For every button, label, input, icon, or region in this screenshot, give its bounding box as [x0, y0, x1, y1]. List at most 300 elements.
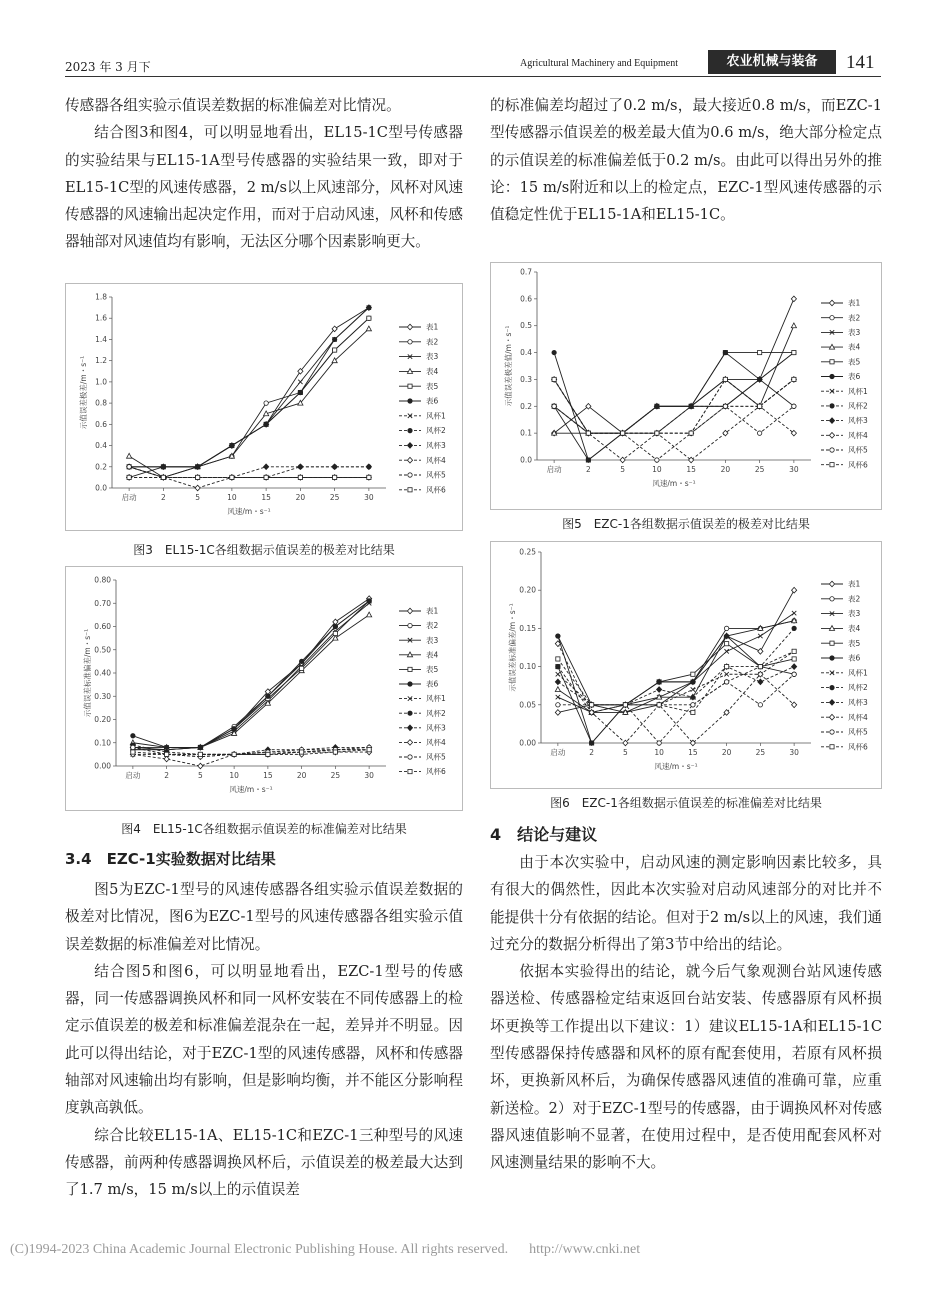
legend-label: 风杯4	[426, 455, 446, 465]
paragraph: 图5为EZC-1型号的风速传感器各组实验示值误差数据的极差对比情况，图6为EZC-1型号的风速传感器各组实验示值误差数据的标准偏差对比情况。	[65, 881, 463, 953]
y-tick-label: 1.2	[95, 356, 107, 366]
data-point	[758, 404, 762, 408]
data-point	[556, 703, 560, 707]
legend-label: 风杯4	[426, 738, 446, 747]
legend-label: 表2	[848, 313, 861, 323]
legend-marker	[408, 473, 412, 477]
y-tick-label: 0.8	[95, 398, 107, 408]
legend-label: 风杯3	[426, 441, 446, 450]
data-point	[552, 404, 556, 408]
right-text-top	[490, 92, 882, 228]
data-point	[791, 296, 796, 302]
data-point	[333, 750, 337, 754]
series-表1	[127, 305, 372, 480]
x-tick-label: 2	[585, 465, 591, 474]
legend-marker	[407, 608, 412, 614]
series-line	[129, 308, 369, 478]
data-point	[556, 664, 560, 668]
data-point	[691, 710, 695, 714]
data-point	[367, 316, 371, 320]
data-point	[655, 431, 659, 435]
legend-label: 表6	[848, 372, 861, 382]
data-point	[230, 475, 234, 479]
data-point	[298, 475, 302, 479]
legend-label: 风杯2	[848, 401, 868, 411]
data-point	[723, 350, 727, 354]
legend-marker	[408, 428, 412, 432]
data-point	[792, 626, 796, 630]
data-point	[264, 401, 268, 405]
data-point	[198, 763, 203, 769]
series-line	[558, 628, 794, 712]
legend-marker	[830, 656, 834, 660]
data-point	[161, 465, 165, 469]
legend-label: 风杯2	[426, 708, 446, 718]
x-tick-label: 20	[721, 748, 732, 757]
data-point	[691, 703, 695, 707]
data-point	[266, 694, 270, 698]
y-tick-label: 0.5	[520, 321, 532, 331]
data-point	[333, 631, 337, 635]
y-tick-label: 0.05	[519, 700, 536, 710]
legend-label: 表5	[426, 665, 439, 674]
data-point	[556, 672, 560, 676]
legend-marker	[407, 443, 412, 449]
data-point	[723, 404, 727, 408]
legend-label: 表3	[848, 609, 861, 619]
figure-3-caption: 图3 EL15-1C各组数据示值误差的极差对比结果	[133, 543, 395, 557]
paragraph: 结合图5和图6，可以明显地看出，EZC-1型号的传感器，同一传感器调换风杯和同一风杯安装在不同传感器上的检定示值误差的极差和标准偏差混杂在一起，差异并不明显。因此可以得出结论，对于EZC-1型的风速传感器，风杯和传感器轴部对风速输出均有影响，但是影响均衡，并不能区分影响程度孰高孰低。	[65, 962, 463, 1117]
y-tick-label: 0.70	[94, 598, 111, 608]
data-point	[230, 443, 234, 447]
legend-label: 风杯3	[848, 698, 868, 707]
legend-label: 表2	[426, 337, 439, 347]
series-表2	[552, 350, 796, 435]
legend-marker	[830, 316, 834, 320]
x-tick-label: 10	[227, 493, 237, 502]
data-point	[264, 422, 268, 426]
series-line	[554, 353, 794, 434]
figure-5	[490, 262, 882, 510]
x-tick-label: 2	[164, 771, 170, 780]
data-point	[332, 464, 337, 470]
paragraph: 由于本次实验中，启动风速的测定影响因素比较多，具有很大的偶然性，因此本次实验对启动风速部分的对比并不能提供十分有依据的结论。但对于2 m/s以上的风速，我们通过充分的数据分析得出了第3节中给出的结论。	[490, 854, 882, 953]
data-point	[164, 745, 168, 749]
legend-label: 风杯5	[426, 470, 446, 480]
legend-marker	[830, 374, 834, 378]
legend-label: 表4	[426, 367, 439, 376]
legend-label: 风杯5	[848, 445, 868, 455]
copyright-footer	[10, 1242, 940, 1258]
data-point	[333, 348, 337, 352]
legend-marker	[408, 682, 412, 686]
legend-marker	[829, 581, 834, 587]
y-tick-label: 0.1	[520, 428, 532, 438]
journal-name-en: Agricultural Machinery and Equipment	[520, 58, 679, 69]
legend-label: 风杯4	[848, 712, 868, 722]
series-line	[129, 308, 369, 478]
paragraph: 的标准偏差均超过了0.2 m/s，最大接近0.8 m/s，而EZC-1型传感器示值误差的极差最大值为0.6 m/s，绝大部分检定点的示值误差的标准偏差低于0.2 m/s。由此可以得出另外的推论：15 m/s附近和以上的检定点，EZC-1型风速传感器的示值稳定性优于EL15-1A和EL15-1C。	[490, 97, 882, 224]
data-point	[792, 404, 796, 408]
x-tick-label: 15	[688, 748, 698, 757]
series-line	[554, 299, 794, 433]
left-text-bottom	[65, 876, 463, 1204]
legend-label: 表4	[848, 342, 861, 352]
series-line	[554, 353, 794, 434]
y-tick-label: 0.60	[94, 622, 111, 631]
section-3-4-heading: 3.4 EZC-1实验数据对比结果	[65, 850, 276, 868]
data-point	[792, 664, 797, 670]
data-point	[590, 703, 594, 707]
x-tick-label: 30	[789, 748, 799, 757]
y-axis-title: 示值误差标准偏差/m・s⁻¹	[508, 603, 517, 692]
x-tick-label: 20	[720, 465, 731, 474]
data-point	[791, 323, 796, 328]
series-风杯3	[555, 664, 796, 708]
legend-label: 表6	[426, 679, 439, 689]
y-axis-title: 示值误差极差/m・s⁻¹	[79, 355, 88, 430]
legend-label: 表1	[426, 322, 439, 332]
series-表1	[555, 587, 796, 715]
x-tick-label: 30	[364, 493, 374, 502]
data-point	[131, 734, 135, 738]
x-tick-label: 30	[364, 771, 374, 780]
legend-marker	[830, 641, 834, 645]
x-tick-label: 启动	[550, 748, 566, 757]
x-tick-label: 15	[261, 493, 271, 502]
data-point	[264, 464, 269, 470]
y-tick-label: 0.15	[519, 623, 536, 633]
legend-marker	[829, 700, 834, 706]
page-number: 141	[846, 52, 875, 73]
x-tick-label: 5	[197, 771, 203, 780]
data-point	[367, 475, 371, 479]
legend-marker	[829, 418, 834, 424]
data-point	[367, 599, 371, 603]
series-表3	[552, 350, 796, 435]
data-point	[367, 612, 372, 617]
legend-label: 表3	[426, 352, 439, 362]
paragraph: 传感器各组实验示值误差数据的标准偏差对比情况。	[65, 97, 401, 114]
data-point	[556, 634, 560, 638]
data-point	[333, 624, 337, 628]
data-point	[165, 752, 169, 756]
x-tick-label: 5	[622, 748, 628, 757]
y-tick-label: 0.2	[520, 401, 532, 411]
data-point	[131, 750, 135, 754]
issue-date: 2023 年 3 月下	[65, 60, 151, 74]
data-point	[655, 404, 659, 408]
y-tick-label: 0.20	[94, 715, 111, 724]
legend-marker	[407, 740, 412, 746]
y-tick-label: 0.40	[94, 668, 111, 678]
data-point	[552, 377, 556, 381]
figure-6-caption: 图6 EZC-1各组数据示值误差的标准偏差对比结果	[550, 796, 822, 810]
y-tick-label: 0.3	[520, 374, 532, 384]
data-point	[556, 657, 560, 661]
chart-fig5	[491, 263, 881, 509]
chart-fig4	[66, 567, 462, 810]
legend-label: 风杯3	[426, 723, 446, 733]
data-point	[556, 695, 560, 699]
data-point	[586, 431, 590, 435]
legend-marker	[829, 433, 834, 439]
data-point	[792, 672, 796, 676]
legend-label: 风杯2	[848, 683, 868, 693]
legend-label: 表2	[848, 594, 861, 604]
data-point	[758, 665, 762, 669]
data-point	[792, 702, 797, 708]
data-point	[127, 465, 131, 469]
y-tick-label: 0.00	[94, 761, 111, 771]
data-point	[792, 377, 796, 381]
y-tick-label: 0.30	[94, 691, 111, 701]
x-tick-label: 启动	[121, 493, 137, 502]
data-point	[792, 350, 796, 354]
x-tick-label: 20	[296, 771, 307, 780]
journal-name-cn: 农业机械与装备	[708, 50, 836, 74]
legend-marker	[830, 448, 834, 452]
figure-3	[65, 283, 463, 531]
data-point	[724, 680, 728, 684]
x-tick-label: 启动	[546, 465, 562, 474]
data-point	[792, 587, 797, 593]
data-point	[586, 458, 590, 462]
legend-label: 风杯6	[848, 460, 868, 470]
data-point	[161, 475, 165, 479]
y-tick-label: 0.25	[519, 547, 536, 557]
x-tick-label: 20	[295, 493, 306, 502]
data-point	[724, 672, 728, 676]
data-point	[164, 756, 169, 762]
legend-marker	[408, 340, 412, 344]
data-point	[792, 657, 796, 661]
x-tick-label: 启动	[125, 771, 141, 780]
data-point	[366, 464, 371, 470]
y-tick-label: 0.50	[94, 645, 111, 655]
x-tick-label: 30	[789, 465, 799, 474]
data-point	[299, 659, 303, 663]
data-point	[298, 464, 303, 470]
legend-marker	[408, 667, 412, 671]
data-point	[264, 475, 268, 479]
legend-marker	[830, 730, 834, 734]
right-text-bottom	[490, 849, 882, 1177]
paragraph: 依据本实验得出的结论，就今后气象观测台站风速传感器送检、传感器检定结束返回台站安装、传感器原有风杯损坏更换等工作提出以下建议：1）建议EL15-1A和EL15-1C型传感器保持传感器和风杯的原有配套使用，若原有风杯损坏，更换新风杯后，为确保传感器风速值的准确可靠，应重新送检。2）对于EZC-1型号的传感器，由于调换风杯对传感器风速值影响不显著，在使用过程中，是否使用配套风杯对风速测量结果的影响不大。	[490, 963, 882, 1172]
legend-label: 表1	[848, 298, 861, 308]
data-point	[196, 475, 200, 479]
legend-label: 风杯2	[426, 426, 446, 436]
x-tick-label: 25	[755, 748, 766, 757]
legend-marker	[830, 404, 834, 408]
data-point	[758, 649, 763, 655]
data-point	[655, 458, 659, 462]
data-point	[724, 649, 728, 653]
header-rule	[65, 76, 881, 77]
x-axis-title: 风速/m・s⁻¹	[227, 507, 271, 516]
y-tick-label: 0.0	[520, 455, 532, 465]
legend-label: 表6	[426, 396, 439, 406]
data-point	[300, 750, 304, 754]
legend-label: 表5	[848, 357, 861, 367]
data-point	[792, 649, 796, 653]
y-axis-title: 示值误差标准偏差/m・s⁻¹	[83, 628, 92, 718]
data-point	[298, 380, 302, 384]
y-tick-label: 0.00	[519, 738, 536, 748]
chart-fig6	[491, 542, 881, 788]
data-point	[758, 703, 762, 707]
legend-marker	[407, 725, 412, 731]
x-tick-label: 5	[620, 465, 626, 474]
x-tick-label: 10	[652, 465, 662, 474]
data-point	[589, 741, 593, 745]
section-4-heading: 4 结论与建议	[490, 825, 598, 844]
legend-label: 风杯6	[848, 742, 868, 752]
y-tick-label: 0.0	[95, 483, 107, 493]
x-tick-label: 10	[229, 771, 239, 780]
legend-label: 风杯1	[848, 668, 868, 678]
legend-marker	[830, 360, 834, 364]
legend-marker	[408, 770, 412, 774]
legend-marker	[829, 300, 834, 306]
data-point	[657, 680, 661, 684]
data-point	[232, 727, 236, 731]
data-point	[758, 634, 762, 638]
data-point	[366, 326, 371, 331]
legend-marker	[407, 457, 412, 463]
data-point	[689, 431, 693, 435]
legend-label: 风杯5	[426, 752, 446, 762]
legend-marker	[408, 399, 412, 403]
data-point	[232, 752, 236, 756]
x-tick-label: 10	[654, 748, 664, 757]
legend-marker	[408, 384, 412, 388]
data-point	[367, 748, 371, 752]
data-point	[198, 745, 202, 749]
legend-label: 表5	[426, 381, 439, 391]
data-point	[757, 377, 761, 381]
data-point	[332, 337, 336, 341]
data-point	[127, 453, 132, 458]
x-axis-title: 风速/m・s⁻¹	[229, 785, 273, 794]
x-tick-label: 5	[195, 493, 201, 502]
data-point	[198, 752, 202, 756]
y-tick-label: 0.20	[519, 585, 536, 595]
legend-marker	[407, 324, 412, 330]
y-tick-label: 0.2	[95, 462, 107, 472]
x-tick-label: 2	[160, 493, 166, 502]
legend-label: 表3	[848, 328, 861, 337]
data-point	[367, 305, 371, 309]
y-tick-label: 0.4	[520, 348, 532, 358]
data-point	[657, 703, 661, 707]
data-point	[620, 457, 625, 463]
data-point	[266, 752, 270, 756]
series-风杯2	[556, 626, 797, 714]
data-point	[195, 465, 199, 469]
x-axis-title: 风速/m・s⁻¹	[654, 762, 698, 771]
series-表1	[552, 296, 797, 436]
data-point	[725, 642, 729, 646]
legend-marker	[408, 488, 412, 492]
y-tick-label: 1.8	[95, 292, 107, 302]
y-tick-label: 1.0	[95, 377, 107, 387]
legend-marker	[830, 685, 834, 689]
legend-label: 风杯3	[848, 416, 868, 426]
data-point	[691, 680, 695, 684]
y-tick-label: 0.6	[520, 294, 532, 304]
legend-label: 风杯1	[426, 694, 446, 704]
legend-marker	[830, 745, 834, 749]
y-tick-label: 0.10	[519, 662, 536, 672]
legend-label: 风杯1	[848, 386, 868, 396]
x-tick-label: 25	[329, 493, 340, 502]
data-point	[792, 611, 796, 615]
legend-label: 表1	[848, 579, 861, 589]
data-point	[333, 635, 338, 640]
copyright-text: (C)1994-2023 China Academic Journal Electronic Publishing House. All rights reserved.	[10, 1242, 509, 1257]
x-tick-label: 25	[330, 771, 341, 780]
data-point	[555, 679, 560, 685]
data-point	[724, 626, 728, 630]
legend-label: 表1	[426, 606, 439, 616]
data-point	[127, 475, 131, 479]
data-point	[758, 350, 762, 354]
data-point	[657, 687, 662, 693]
data-point	[621, 431, 625, 435]
data-point	[691, 687, 695, 691]
data-point	[725, 665, 729, 669]
legend-marker	[408, 623, 412, 627]
data-point	[757, 431, 761, 435]
y-tick-label: 0.7	[520, 267, 532, 277]
y-tick-label: 0.10	[94, 738, 111, 748]
data-point	[195, 485, 200, 491]
paragraph: 结合图3和图4，可以明显地看出，EL15-1C型号传感器的实验结果与EL15-1A型号传感器的实验结果一致，即对于EL15-1C型的风速传感器，2 m/s以上风速部分，风杯对风速传感器的风速输出起决定作用，而对于启动风速，风杯和传感器轴部对风速值均有影响，无法区分哪个因素影响更大。	[65, 124, 463, 251]
legend-label: 风杯5	[848, 727, 868, 737]
data-point	[552, 350, 556, 354]
legend-label: 表5	[848, 638, 861, 648]
data-point	[691, 672, 695, 676]
data-point	[723, 377, 727, 381]
figure-4-caption: 图4 EL15-1C各组数据示值误差的标准偏差对比结果	[121, 822, 407, 836]
data-point	[657, 741, 661, 745]
y-tick-label: 1.4	[95, 334, 107, 344]
x-tick-label: 2	[589, 748, 595, 757]
data-point	[300, 666, 304, 670]
legend-marker	[830, 597, 834, 601]
figure-6	[490, 541, 882, 789]
paragraph: 综合比较EL15-1A、EL15-1C和EZC-1三种型号的风速传感器，前两种传感器调换风杯后，示值误差的极差最大达到了1.7 m/s，15 m/s以上的示值误差	[65, 1126, 463, 1199]
figure-5-caption: 图5 EZC-1各组数据示值误差的极差对比结果	[562, 517, 810, 531]
series-表1	[130, 596, 371, 753]
data-point	[298, 390, 302, 394]
legend-label: 表6	[848, 653, 861, 663]
data-point	[333, 475, 337, 479]
legend-label: 风杯4	[848, 430, 868, 440]
y-tick-label: 1.6	[95, 313, 107, 323]
y-axis-title: 示值误差极差值/m・s⁻¹	[504, 325, 513, 407]
footer-url[interactable]: http://www.cnki.net	[529, 1242, 641, 1257]
left-text-top	[65, 92, 463, 256]
data-point	[555, 710, 560, 716]
y-tick-label: 0.80	[94, 575, 111, 585]
legend-label: 表2	[426, 621, 439, 631]
x-tick-label: 25	[754, 465, 765, 474]
data-point	[623, 703, 627, 707]
x-tick-label: 15	[263, 771, 273, 780]
data-point	[724, 634, 728, 638]
